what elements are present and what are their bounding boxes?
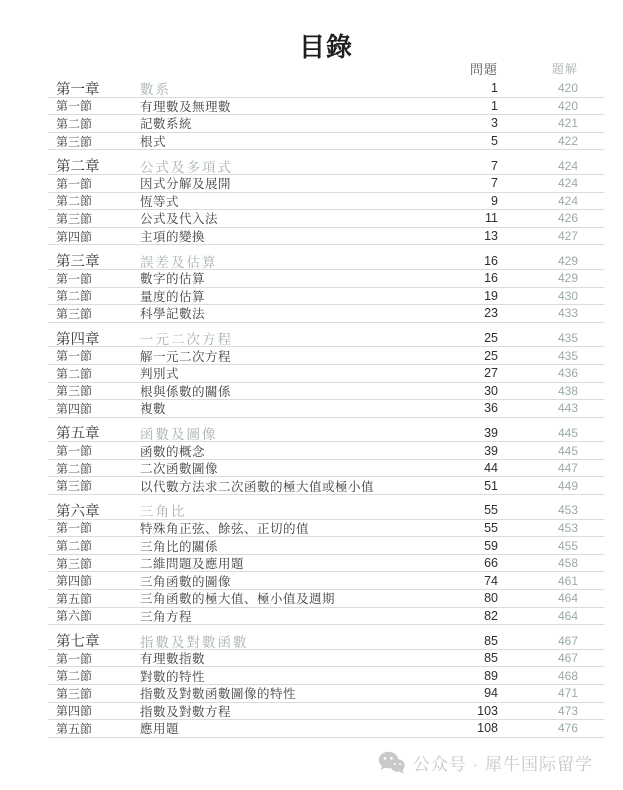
section-title: 對數的特性 [140,669,206,684]
toc-chapter-row [48,252,604,270]
section-label: 第二節 [56,194,93,209]
section-label: 第一節 [56,444,93,459]
solutions-page-number: 427 [557,229,578,244]
toc-section-row [48,210,604,228]
solutions-page-number: 471 [557,686,578,701]
problems-page-number: 7 [491,176,498,191]
problems-page-number: 1 [491,81,498,96]
problems-page-number: 55 [484,503,498,518]
problems-page-number: 11 [485,211,498,226]
solutions-page-number: 436 [557,366,578,381]
problems-page-number: 66 [484,556,498,571]
problems-page-number: 44 [484,461,498,476]
solutions-page-number: 447 [557,461,578,476]
toc-section-row [48,365,604,383]
solutions-page-number: 453 [557,503,578,518]
problems-page-number: 82 [484,608,498,623]
section-label: 第二節 [56,116,93,131]
problems-page-number: 25 [484,331,498,346]
solutions-page-number: 455 [557,538,578,553]
section-label: 第三節 [56,211,93,226]
chapter-title: 公式及多項式 [140,159,233,175]
section-title: 二維問題及應用題 [140,557,245,572]
section-title: 特殊角正弦、餘弦、正切的值 [140,521,310,536]
section-title: 根與係數的關係 [140,384,232,399]
section-label: 第一節 [56,271,93,286]
section-label: 第三節 [56,686,93,701]
section-title: 解一元二次方程 [140,349,232,364]
toc-section-row [48,460,604,478]
chapter-label: 第四章 [56,331,100,348]
section-label: 第一節 [56,521,93,536]
section-title: 根式 [140,135,167,150]
problems-page-number: 1 [491,98,498,113]
problems-page-number: 36 [484,401,498,416]
problems-page-number: 85 [484,633,498,648]
solutions-page-number: 467 [557,633,578,648]
problems-page-number: 9 [491,193,498,208]
toc-chapter-row [48,157,604,175]
chapter-title: 函數及圖像 [140,426,218,442]
section-title: 函數的概念 [140,444,206,459]
toc-section-row [48,383,604,401]
chapter-title: 數系 [140,82,171,98]
toc-chapter-row [48,425,604,443]
section-title: 三角函數的圖像 [140,574,232,589]
section-label: 第三節 [56,134,93,149]
problems-page-number: 74 [484,573,498,588]
chapter-label: 第一章 [56,81,100,98]
toc-table [48,57,604,738]
section-title: 因式分解及展開 [140,177,232,192]
toc-chapter-row [48,330,604,348]
toc-section-row [48,608,604,626]
solutions-page-number: 464 [557,608,578,623]
toc-section-row [48,400,604,418]
solutions-page-number: 420 [557,98,578,113]
toc-section-row [48,175,604,193]
toc-chapter-row [48,80,604,98]
solutions-page-number: 422 [557,134,578,149]
section-title: 應用題 [140,722,180,737]
solutions-page-number: 429 [557,253,578,268]
section-title: 有理數指數 [140,652,206,667]
section-title: 判別式 [140,367,180,382]
toc-section-row [48,703,604,721]
toc-section-row [48,305,604,323]
problems-page-number: 30 [484,383,498,398]
section-label: 第三節 [56,479,93,494]
section-title: 指數及對數函數圖像的特性 [140,687,297,702]
section-title: 複數 [140,402,167,417]
section-label: 第一節 [56,99,93,114]
section-title: 記數系統 [140,117,193,132]
section-title: 三角比的關係 [140,539,219,554]
chapter-title: 一元二次方程 [140,332,233,348]
problems-page-number: 108 [477,721,498,736]
toc-section-row [48,228,604,246]
section-title: 量度的估算 [140,289,206,304]
toc-section-row [48,133,604,151]
problems-page-number: 55 [484,520,498,535]
solutions-page-number: 443 [557,401,578,416]
chapter-title: 三角比 [140,504,187,520]
problems-page-number: 7 [491,158,498,173]
toc-chapter-row [48,632,604,650]
col-header-solutions: 題解 [551,62,578,76]
col-header-problems: 問題 [469,62,498,77]
solutions-page-number: 473 [557,703,578,718]
section-label: 第四節 [56,574,93,589]
section-label: 第三節 [56,306,93,321]
chapter-label: 第六章 [56,503,100,520]
solutions-page-number: 429 [557,271,578,286]
toc-section-row [48,650,604,668]
section-title: 主項的變換 [140,230,206,245]
solutions-page-number: 435 [557,331,578,346]
toc-section-row [48,98,604,116]
section-title: 數字的估算 [140,272,206,287]
section-label: 第五節 [56,591,93,606]
chapter-label: 第三章 [56,254,100,271]
solutions-page-number: 433 [557,306,578,321]
toc-section-row [48,590,604,608]
problems-page-number: 16 [484,271,498,286]
problems-page-number: 39 [484,425,498,440]
toc-section-row [48,572,604,590]
section-label: 第五節 [56,721,93,736]
toc-section-row [48,347,604,365]
section-title: 二次函數圖像 [140,462,219,477]
solutions-page-number: 424 [557,158,578,173]
solutions-page-number: 430 [557,288,578,303]
solutions-page-number: 464 [557,591,578,606]
watermark-text: 公众号 · 犀牛国际留学 [412,754,593,774]
solutions-page-number: 449 [557,478,578,493]
section-label: 第四節 [56,704,93,719]
section-label: 第二節 [56,669,93,684]
section-label: 第四節 [56,401,93,416]
chapter-title: 誤差及估算 [140,254,218,270]
problems-page-number: 13 [484,229,498,244]
problems-page-number: 89 [484,668,498,683]
section-label: 第一節 [56,176,93,191]
section-label: 第六節 [56,609,93,624]
toc-section-row [48,720,604,738]
toc-rows [48,80,604,738]
solutions-page-number: 426 [557,211,578,226]
section-label: 第二節 [56,461,93,476]
section-title: 三角方程 [140,609,193,624]
solutions-page-number: 435 [557,348,578,363]
solutions-page-number: 458 [557,556,578,571]
problems-page-number: 85 [484,651,498,666]
toc-section-row [48,270,604,288]
problems-page-number: 39 [484,443,498,458]
toc-header-row [48,57,604,80]
toc-chapter-row [48,502,604,520]
solutions-page-number: 445 [557,425,578,440]
section-label: 第一節 [56,349,93,364]
problems-page-number: 103 [477,703,498,718]
section-label: 第三節 [56,384,93,399]
toc-section-row [48,667,604,685]
toc-section-row [48,442,604,460]
section-label: 第一節 [56,651,93,666]
problems-page-number: 27 [484,366,498,381]
solutions-page-number: 420 [557,81,578,96]
problems-page-number: 80 [484,591,498,606]
problems-page-number: 16 [484,253,498,268]
watermark [378,750,593,774]
problems-page-number: 25 [484,348,498,363]
solutions-page-number: 476 [557,721,578,736]
section-label: 第三節 [56,556,93,571]
section-label: 第四節 [56,229,93,244]
solutions-page-number: 424 [557,193,578,208]
toc-section-row [48,193,604,211]
solutions-page-number: 461 [557,573,578,588]
section-title: 恆等式 [140,194,180,209]
problems-page-number: 51 [484,478,498,493]
solutions-page-number: 421 [557,116,578,131]
toc-section-row [48,537,604,555]
section-title: 科學記數法 [140,307,206,322]
toc-section-row [48,520,604,538]
toc-section-row [48,555,604,573]
section-label: 第二節 [56,539,93,554]
chapter-title: 指數及對數函數 [140,634,249,650]
section-title: 指數及對數方程 [140,704,232,719]
chapter-label: 第二章 [56,159,100,176]
section-label: 第二節 [56,366,93,381]
chapter-label: 第七章 [56,634,100,651]
solutions-page-number: 468 [557,668,578,683]
page-title: 目錄 [298,32,353,62]
section-title: 有理數及無理數 [140,99,232,114]
solutions-page-number: 438 [557,383,578,398]
toc-section-row [48,477,604,495]
problems-page-number: 5 [491,134,498,149]
problems-page-number: 23 [484,306,498,321]
solutions-page-number: 453 [557,520,578,535]
section-label: 第二節 [56,289,93,304]
problems-page-number: 3 [491,116,498,131]
toc-section-row [48,115,604,133]
toc-section-row [48,685,604,703]
chapter-label: 第五章 [56,426,100,443]
section-title: 以代數方法求二次函數的極大值或極小值 [140,479,375,494]
problems-page-number: 94 [484,686,498,701]
problems-page-number: 19 [484,288,498,303]
solutions-page-number: 467 [557,651,578,666]
wechat-icon [378,751,405,774]
toc-section-row [48,288,604,306]
section-title: 公式及代入法 [140,212,219,227]
problems-page-number: 59 [484,538,498,553]
solutions-page-number: 424 [557,176,578,191]
solutions-page-number: 445 [557,443,578,458]
section-title: 三角函數的極大值、極小值及週期 [140,592,336,607]
